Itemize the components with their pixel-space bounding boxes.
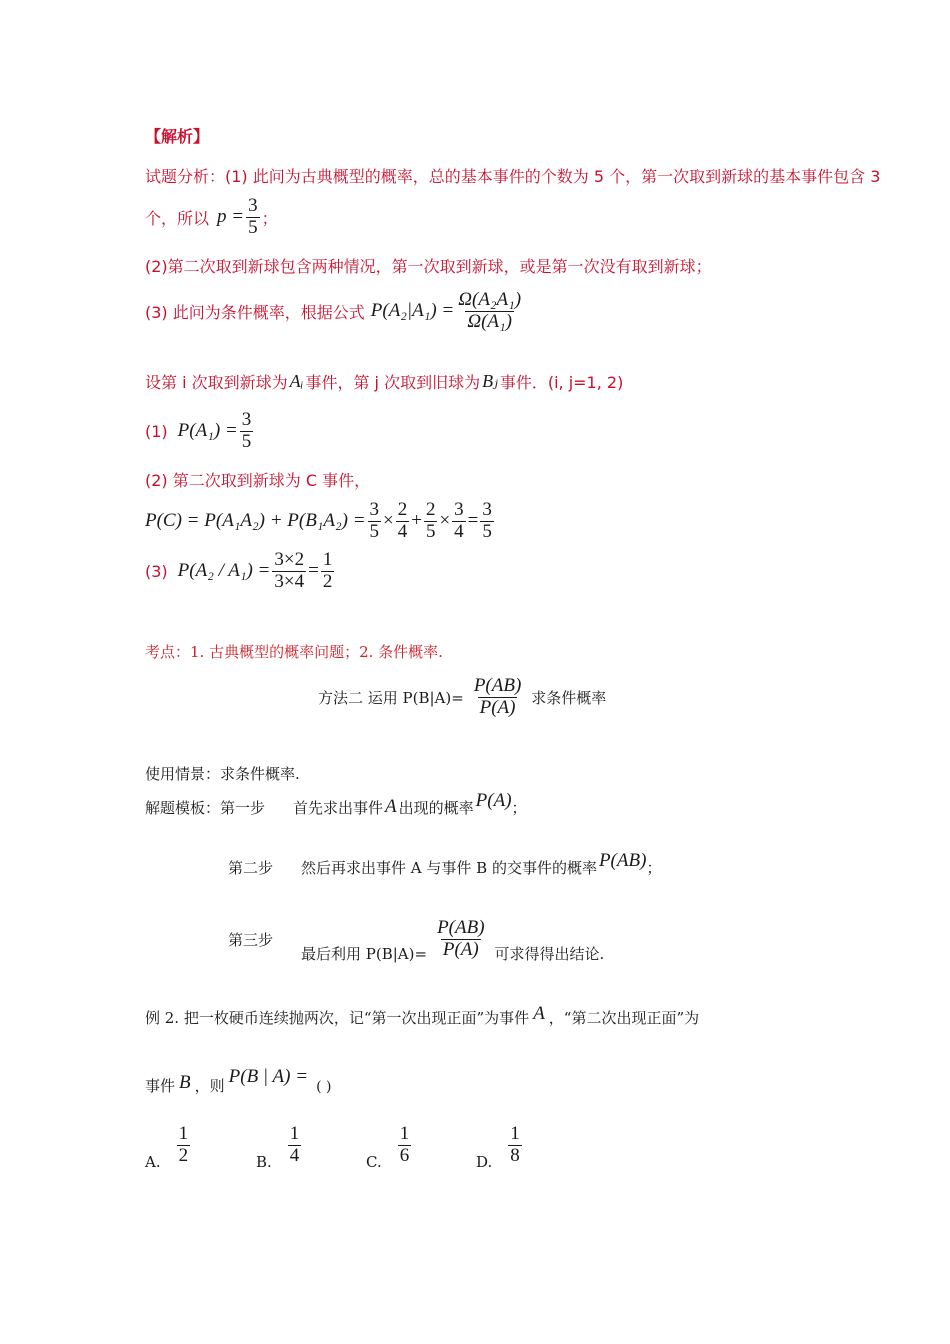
step1-den: 5	[241, 430, 252, 452]
line2-den: 5	[248, 216, 258, 238]
line4-den: Ω(A₁)	[467, 310, 512, 332]
method-suffix: 求条件概率	[531, 688, 607, 707]
method-prefix: 方法二 运用 P(B|A)=	[318, 688, 464, 707]
s1-text2: 出现的概率	[398, 798, 474, 817]
line2-prefix: 个，所以	[145, 208, 210, 228]
ex-line1-a: 例 2. 把一枚硬币连续抛两次，记“第一次出现正面”为事件	[145, 1008, 530, 1027]
eq-f3-den: 5	[425, 520, 436, 542]
analysis-line-5	[145, 370, 623, 393]
line5-a: 设第 i 次取到新球为	[145, 373, 288, 392]
s3-den: P(A)	[442, 938, 479, 960]
line2-p: p =	[217, 206, 245, 228]
eq-times-1: ×	[383, 510, 394, 532]
option-c[interactable]	[366, 1123, 413, 1171]
option-b-label: B.	[256, 1152, 272, 1171]
line5-c: 事件．(i, j=1, 2)	[499, 373, 624, 392]
option-d-num: 1	[510, 1123, 520, 1144]
s1-end: ；	[511, 798, 527, 817]
ex-A: A	[533, 1003, 545, 1024]
eq-f2-den: 4	[397, 520, 408, 542]
equation-pc	[145, 500, 496, 543]
step3-den: 3×4	[274, 570, 305, 592]
eq-f5-den: 5	[482, 520, 492, 542]
line5-ai: Aᵢ	[289, 371, 304, 391]
option-b[interactable]	[256, 1123, 303, 1171]
s1-text: 首先求出事件	[293, 798, 384, 817]
option-d[interactable]	[476, 1123, 524, 1171]
method-two	[318, 676, 606, 719]
option-a-num: 1	[178, 1123, 189, 1144]
eq-f1-num: 3	[369, 499, 380, 520]
step-1	[145, 410, 255, 453]
method-num: P(AB)	[473, 675, 522, 696]
eq-f4-den: 4	[454, 520, 464, 542]
step3-label: (3)	[145, 561, 168, 581]
ex-paren: ( )	[316, 1079, 332, 1095]
eq-f5-num: 3	[482, 499, 492, 520]
kaodian: 考点：1. 古典概型的概率问题；2. 条件概率.	[145, 643, 443, 661]
s3-end: 可求得得出结论.	[494, 944, 605, 963]
option-c-den: 6	[399, 1144, 410, 1166]
option-a-den: 2	[178, 1144, 189, 1166]
eq-frac-5	[480, 500, 494, 543]
method-den: P(A)	[479, 696, 516, 718]
eq-f3-num: 2	[425, 499, 436, 520]
option-a[interactable]	[145, 1123, 192, 1171]
method-fraction	[472, 676, 523, 719]
ex-line1-b: ，“第二次出现正面”为	[548, 1008, 700, 1027]
option-c-fraction	[398, 1124, 412, 1167]
step3-num: 3×2	[274, 549, 305, 570]
step3-fraction	[272, 550, 306, 593]
eq-frac-3	[424, 500, 438, 543]
option-d-den: 8	[510, 1144, 520, 1166]
analysis-line-2	[145, 196, 278, 239]
eq-f4-num: 3	[454, 499, 464, 520]
template-step-3	[228, 918, 604, 961]
step3-rden: 2	[322, 570, 333, 592]
line5-b: 事件，第 j 次取到旧球为	[305, 373, 481, 392]
option-a-fraction	[177, 1124, 191, 1167]
step3-rnum: 1	[322, 549, 333, 570]
line2-fraction	[246, 196, 260, 239]
s2-end: ；	[646, 858, 662, 877]
eq-plus: +	[411, 510, 422, 532]
analysis-line-1: 试题分析：(1) 此问为古典概型的概率，总的基本事件的个数为 5 个，第一次取到新球的基本事件包含 3	[145, 167, 881, 186]
template-step-2	[228, 850, 662, 878]
s2-PAB: P(AB)	[598, 850, 647, 871]
step1-fraction	[240, 410, 254, 453]
step3-result	[321, 550, 335, 593]
analysis-heading: 【解析】	[145, 127, 210, 146]
eq-lhs: P(C) = P(A₁A₂) + P(B₁A₂) =	[145, 510, 366, 532]
line4-lhs: P(A₂|A₁) =	[370, 300, 455, 322]
usage: 使用情景：求条件概率.	[145, 765, 300, 783]
step1-lhs: P(A₁) =	[177, 420, 238, 442]
s2-label: 第二步	[228, 858, 274, 877]
option-a-label: A.	[145, 1152, 161, 1171]
step3-lhs: P(A₂ / A₁) =	[177, 560, 271, 582]
s3-label: 第三步	[228, 930, 274, 949]
step-3	[145, 550, 336, 593]
line4-fraction	[456, 290, 523, 333]
option-d-label: D.	[476, 1152, 493, 1171]
eq-frac-2	[396, 500, 410, 543]
line5-bj: Bⱼ	[482, 371, 498, 391]
option-c-num: 1	[399, 1123, 410, 1144]
step3-equals: =	[308, 560, 319, 582]
ex-line2-b: ，则	[194, 1076, 225, 1095]
s2-text: 然后再求出事件 A 与事件 B 的交事件的概率	[301, 858, 597, 877]
s3-num: P(AB)	[437, 917, 485, 938]
option-b-num: 1	[289, 1123, 300, 1144]
s1-PA: P(A)	[475, 790, 512, 811]
template-label: 解题模板：第一步	[145, 798, 266, 817]
eq-equals: =	[467, 510, 479, 532]
analysis-line-4	[145, 290, 525, 333]
option-b-fraction	[288, 1124, 302, 1167]
ex-expr: P(B | A) =	[228, 1066, 309, 1087]
line2-suffix: ；	[261, 208, 278, 228]
eq-f1-den: 5	[369, 520, 380, 542]
step1-label: (1)	[145, 421, 168, 441]
line4-num: Ω(A₂A₁)	[458, 289, 522, 310]
ex-B: B	[179, 1072, 191, 1093]
s3-fraction	[435, 918, 486, 961]
eq-times-2: ×	[439, 510, 451, 532]
option-d-fraction	[508, 1124, 522, 1167]
template-step-1	[145, 790, 527, 818]
s1-A: A	[385, 796, 397, 817]
line4-prefix: (3) 此问为条件概率，根据公式	[145, 302, 365, 322]
example-line-2	[145, 1066, 332, 1095]
step-2: (2) 第二次取到新球为 C 事件，	[145, 471, 371, 490]
option-b-den: 4	[289, 1144, 300, 1166]
eq-frac-4	[452, 500, 466, 543]
example-line-1	[145, 1003, 700, 1028]
eq-frac-1	[368, 500, 382, 543]
s3-text: 最后利用 P(B|A)=	[301, 944, 428, 963]
ex-line2-a: 事件	[145, 1076, 176, 1095]
step1-num: 3	[241, 409, 252, 430]
analysis-line-3: (2)第二次取到新球包含两种情况，第一次取到新球，或是第一次没有取到新球；	[145, 257, 712, 276]
eq-f2-num: 2	[397, 499, 408, 520]
line2-num: 3	[248, 195, 258, 216]
option-c-label: C.	[366, 1152, 382, 1171]
